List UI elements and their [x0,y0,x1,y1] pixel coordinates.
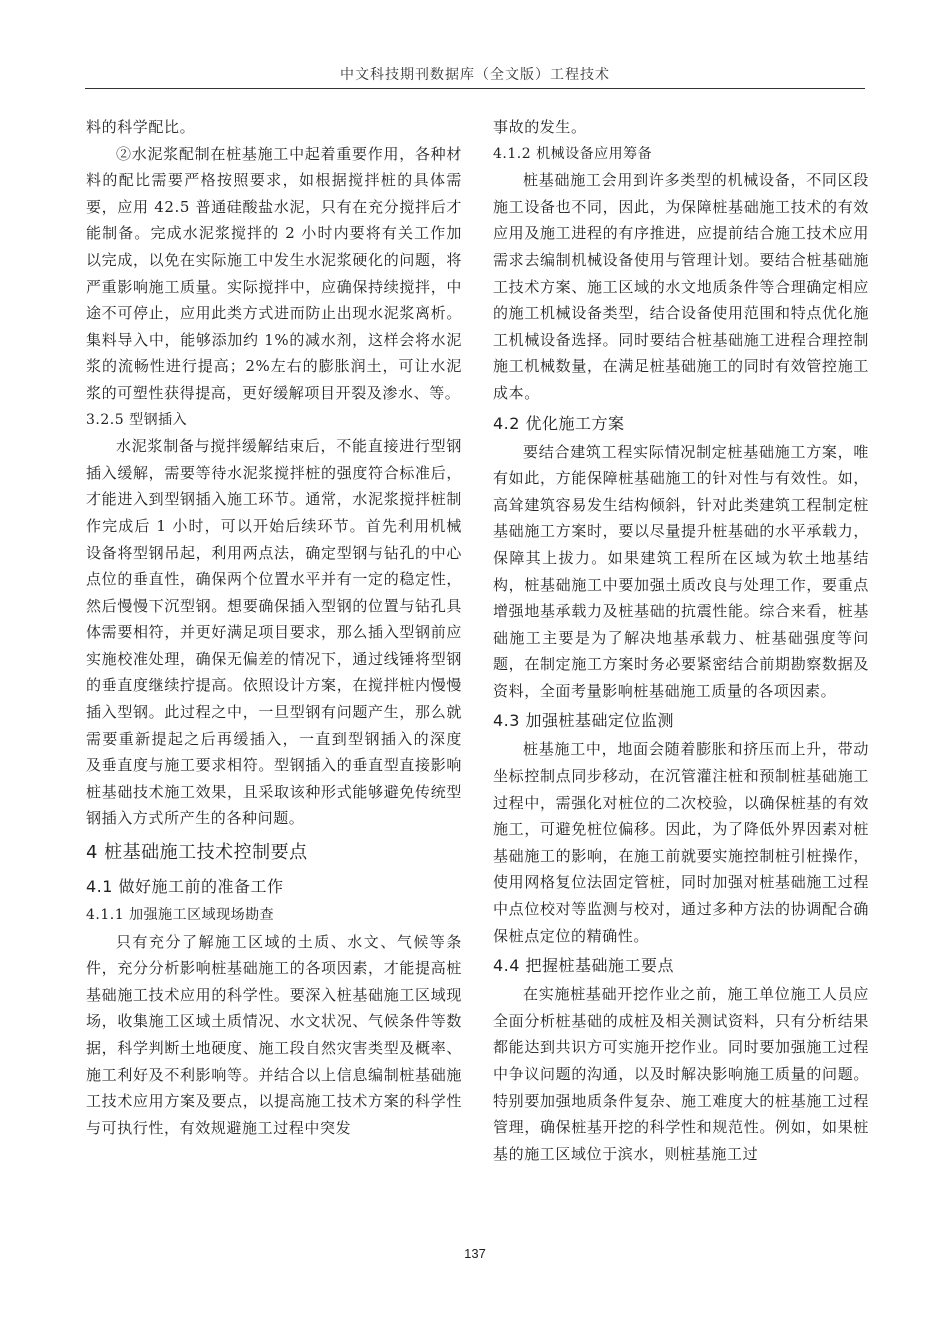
section-heading: 4.3 加强桩基础定位监测 [493,711,675,731]
section-heading: 4 桩基础施工技术控制要点 [86,842,308,864]
right-column [493,114,869,1167]
paragraph: 水泥浆制备与搅拌缓解结束后，不能直接进行型钢插入缓解，需要等待水泥浆搅拌桩的强度符合标准后，才能进入到型钢插入施工环节。通常，水泥浆搅拌桩制作完成后 1 小时，可以开始后续环节。首先利用机械设备将型钢吊起，利用两点法，确定型钢与钻孔的中心点位的垂直性，确保两个位置水平并有一定的稳定性，然后慢慢下沉型钢。想要确保插入型钢的位置与钻孔具体需要相符，并更好满足项目要求，那么插入型钢前应实施校准处理，确保无偏差的情况下，通过线锤将型钢的垂直度继续拧提高。依照设计方案，在搅拌桩内慢慢插入型钢。此过程之中，一旦型钢有问题产生，那么就需要重新提起之后再缓插入，一直到型钢插入的深度 及垂直度与施工要求相符。型钢插入的垂直型直接影响桩基础技术施工效果，且采取该种形式能够避免传统型钢插入方式所产生的各种问题。 [86,437,462,828]
subsection-heading: 4.1.2 机械设备应用筹备 [493,145,653,162]
paragraph: 桩基施工中，地面会随着膨胀和挤压而上升，带动坐标控制点同步移动，在沉管灌注桩和预制桩基础施工过程中，需强化对桩位的二次校验，以确保桩基的有效施工，可避免桩位偏移。因此，为了降低外界因素对桩基础施工的影响，在施工前就要实施控制桩引桩操作，使用网格复位法固定管桩，同时加强对桩基础施工过程中点位校对等监测与校对，通过多种方法的协调配合确保桩点定位的精确性。 [493,740,869,945]
paragraph: 桩基础施工会用到许多类型的机械设备，不同区段施工设备也不同，因此，为保障桩基础施工技术的有效应用及施工进程的有序推进，应提前结合施工技术应用需求去编制机械设备使用与管理计划。要结合桩基础施工技术方案、施工区域的水文地质条件等合理确定相应的施工机械设备类型，结合设备使用范围和特点优化施工机械设备选择。同时要结合桩基础施工进程合理控制施工机械数量，在满足桩基础施工的同时有效管控施工成本。 [493,171,869,402]
section-heading: 4.2 优化施工方案 [493,413,625,433]
paragraph: 在实施桩基础开挖作业之前，施工单位施工人员应全面分析桩基础的成桩及相关测试资料，只有分析结果都能达到共识方可实施开挖作业。同时要加强施工过程中争议问题的沟通，以及时解决影响施工质量的问题。特别要加强地质条件复杂、施工难度大的桩基施工过程管理，确保桩基开挖的科学性和规范性。例如，如果桩基的施工区域位于滨水，则桩基施工过 [493,985,869,1163]
paragraph: 只有充分了解施工区域的土质、水文、气候等条件，充分分析影响桩基础施工的各项因素，才能提高桩基础施工技术应用的科学性。要深入桩基础施工区域现场，收集施工区域土质情况、水文状况、气候条件等数据，科学判断土地硬度、施工段自然灾害类型及概率、施工利好及不利影响等。并结合以上信息编制桩基础施工技术应用方案及要点，以提高施工技术方案的科学性与可执行性，有效规避施工过程中突发 [86,932,462,1137]
section-heading: 4.4 把握桩基础施工要点 [493,956,675,976]
section-heading: 4.1 做好施工前的准备工作 [86,877,284,897]
left-column [86,114,462,1141]
paragraph: ②水泥浆配制在桩基施工中起着重要作用，各种材料的配比需要严格按照要求，如根据搅拌桩的具体需要，应用 42.5 普通硅酸盐水泥，只有在充分搅拌后才能制备。完成水泥浆搅拌的 2 小时内要将有关工作加以完成，以免在实际施工中发生水泥浆硬化的问题，将严重影响施工质量。实际搅拌中，应确保持续搅拌，中途不可停止，应用此类方式进而防止出现水泥浆离析。集料导入中，能够添加约 1%的减水剂，这样会将水泥浆的流畅性进行提高；2%左右的膨胀润土，可让水泥浆的可塑性获得提高，更好缓解项目开裂及渗水、等。 [86,144,462,402]
page-number: 137 [464,1246,486,1261]
paragraph: 料的科学配比。 [86,118,196,136]
paragraph: 事故的发生。 [493,118,587,136]
running-header: 中文科技期刊数据库（全文版）工程技术 [85,62,865,89]
paragraph: 要结合建筑工程实际情况制定桩基础施工方案，唯有如此，方能保障桩基础施工的针对性与有效性。如，高耸建筑容易发生结构倾斜，针对此类建筑工程制定桩基础施工方案时，要以尽量提升桩基础的水平承载力，保障其上拔力。如果建筑工程所在区域为软土地基结构，桩基础施工中要加强土质改良与处理工作，要重点增强地基承载力及桩基础的抗震性能。综合来看，桩基础施工主要是为了解决地基承载力、桩基础强度等问题，在制定施工方案时务必要紧密结合前期勘察数据及资料，全面考量影响桩基础施工质量的各项因素。 [493,442,869,700]
subsection-heading: 4.1.1 加强施工区域现场勘查 [86,907,275,924]
subsection-heading: 3.2.5 型钢插入 [86,411,188,428]
